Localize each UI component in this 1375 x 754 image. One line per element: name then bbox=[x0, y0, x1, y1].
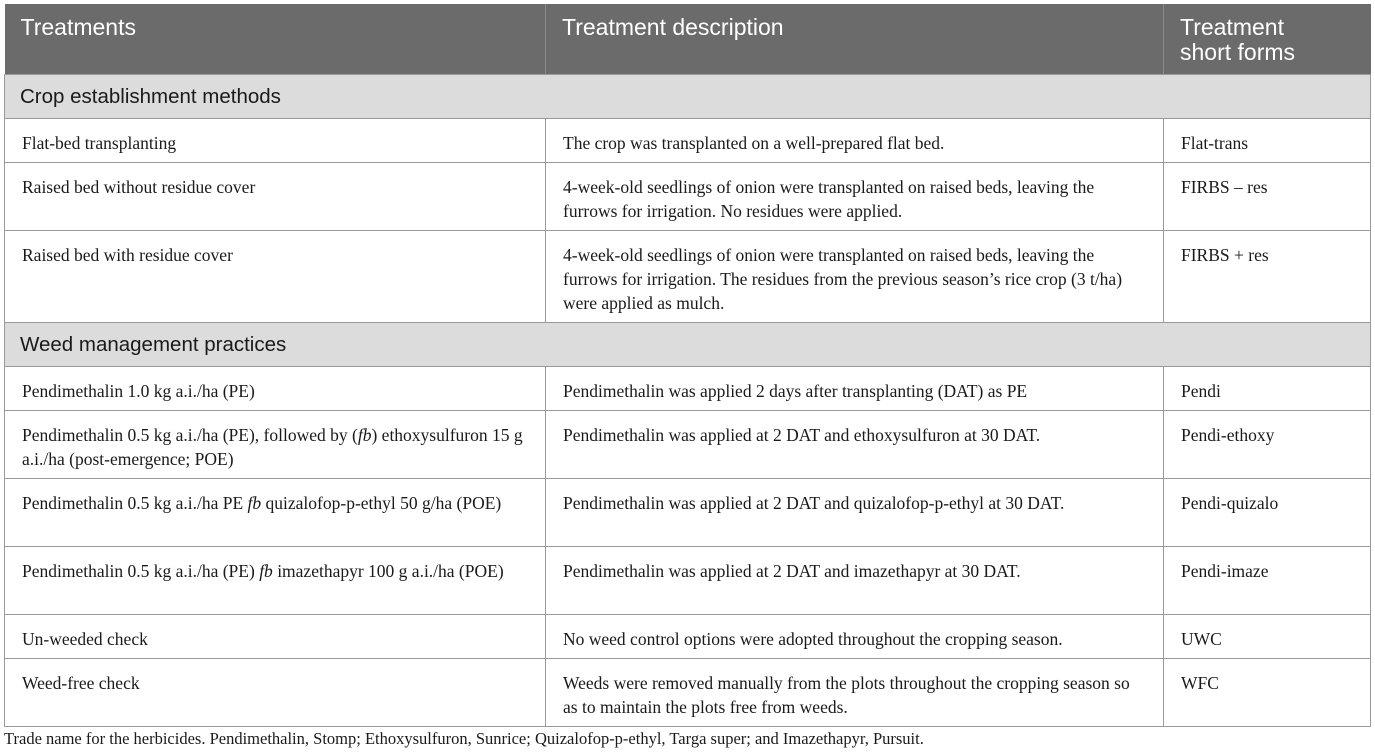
treatments-table bbox=[4, 4, 1371, 727]
treatment-cell: Pendimethalin 1.0 kg a.i./ha (PE) bbox=[5, 367, 546, 411]
table-row bbox=[5, 367, 1371, 411]
header-treatment-short-forms bbox=[1164, 4, 1371, 75]
treatment-text: imazethapyr 100 g a.i./ha (POE) bbox=[272, 561, 504, 581]
short-form-cell: Pendi-ethoxy bbox=[1164, 411, 1371, 479]
treatment-cell: Weed-free check bbox=[5, 659, 546, 727]
table-row bbox=[5, 615, 1371, 659]
description-cell: Pendimethalin was applied at 2 DAT and ethoxysulfuron at 30 DAT. bbox=[546, 411, 1164, 479]
table-row bbox=[5, 547, 1371, 615]
short-form-cell: Pendi-imaze bbox=[1164, 547, 1371, 615]
header-treatments: Treatments bbox=[5, 4, 546, 75]
description-cell: Pendimethalin was applied at 2 DAT and quizalofop-p-ethyl at 30 DAT. bbox=[546, 479, 1164, 547]
table-row bbox=[5, 479, 1371, 547]
header-short-forms-line1: Treatment bbox=[1180, 14, 1284, 40]
description-cell: Weeds were removed manually from the plots throughout the cropping season so as to maintain the plots free from weeds. bbox=[546, 659, 1164, 727]
description-cell: 4-week-old seedlings of onion were transplanted on raised beds, leaving the furrows for irrigation. The residues from the previous season’s rice crop (3 t/ha) were applied as mulch. bbox=[546, 231, 1164, 323]
short-form-cell: FIRBS – res bbox=[1164, 163, 1371, 231]
treatment-cell bbox=[5, 479, 546, 547]
treatment-cell: Flat-bed transplanting bbox=[5, 119, 546, 163]
short-form-cell: WFC bbox=[1164, 659, 1371, 727]
table-row bbox=[5, 231, 1371, 323]
section-title: Crop establishment methods bbox=[5, 75, 1371, 119]
description-cell: Pendimethalin was applied 2 days after transplanting (DAT) as PE bbox=[546, 367, 1164, 411]
description-cell: 4-week-old seedlings of onion were transplanted on raised beds, leaving the furrows for irrigation. No residues were applied. bbox=[546, 163, 1164, 231]
table-row bbox=[5, 119, 1371, 163]
header-treatment-description: Treatment description bbox=[546, 4, 1164, 75]
fb-abbreviation: fb bbox=[247, 493, 262, 513]
table-header-row bbox=[5, 4, 1371, 75]
treatment-text: Pendimethalin 0.5 kg a.i./ha (PE), followed by ( bbox=[22, 425, 358, 445]
treatment-cell: Raised bed with residue cover bbox=[5, 231, 546, 323]
description-cell: The crop was transplanted on a well-prepared flat bed. bbox=[546, 119, 1164, 163]
description-cell: Pendimethalin was applied at 2 DAT and imazethapyr at 30 DAT. bbox=[546, 547, 1164, 615]
treatment-cell: Un-weeded check bbox=[5, 615, 546, 659]
short-form-cell: UWC bbox=[1164, 615, 1371, 659]
fb-abbreviation: fb bbox=[259, 561, 273, 581]
short-form-cell: Flat-trans bbox=[1164, 119, 1371, 163]
section-row-crop-establishment bbox=[5, 75, 1371, 119]
treatment-cell: Raised bed without residue cover bbox=[5, 163, 546, 231]
description-cell: No weed control options were adopted throughout the cropping season. bbox=[546, 615, 1164, 659]
section-title: Weed management practices bbox=[5, 323, 1371, 367]
treatment-cell bbox=[5, 411, 546, 479]
table-footnote: Trade name for the herbicides. Pendimethalin, Stomp; Ethoxysulfuron, Sunrice; Quizalofop-p-ethyl, Targa super; and Imazethapyr, Pursuit. bbox=[4, 729, 924, 748]
treatment-text: Pendimethalin 0.5 kg a.i./ha (PE) bbox=[22, 561, 260, 581]
section-row-weed-management bbox=[5, 323, 1371, 367]
treatment-text: Pendimethalin 0.5 kg a.i./ha PE bbox=[22, 493, 248, 513]
treatment-text: quizalofop-p-ethyl 50 g/ha (POE) bbox=[261, 493, 502, 513]
treatment-text: ) ethoxysulfuron 15 g a.i./ha (post-emergence; POE) bbox=[22, 425, 523, 469]
fb-abbreviation: fb bbox=[357, 425, 372, 445]
treatments-table-container bbox=[4, 4, 1370, 727]
table-row bbox=[5, 411, 1371, 479]
short-form-cell: Pendi-quizalo bbox=[1164, 479, 1371, 547]
short-form-cell: FIRBS + res bbox=[1164, 231, 1371, 323]
header-short-forms-line2: short forms bbox=[1180, 39, 1296, 65]
table-row bbox=[5, 659, 1371, 727]
treatment-cell bbox=[5, 547, 546, 615]
short-form-cell: Pendi bbox=[1164, 367, 1371, 411]
table-row bbox=[5, 163, 1371, 231]
